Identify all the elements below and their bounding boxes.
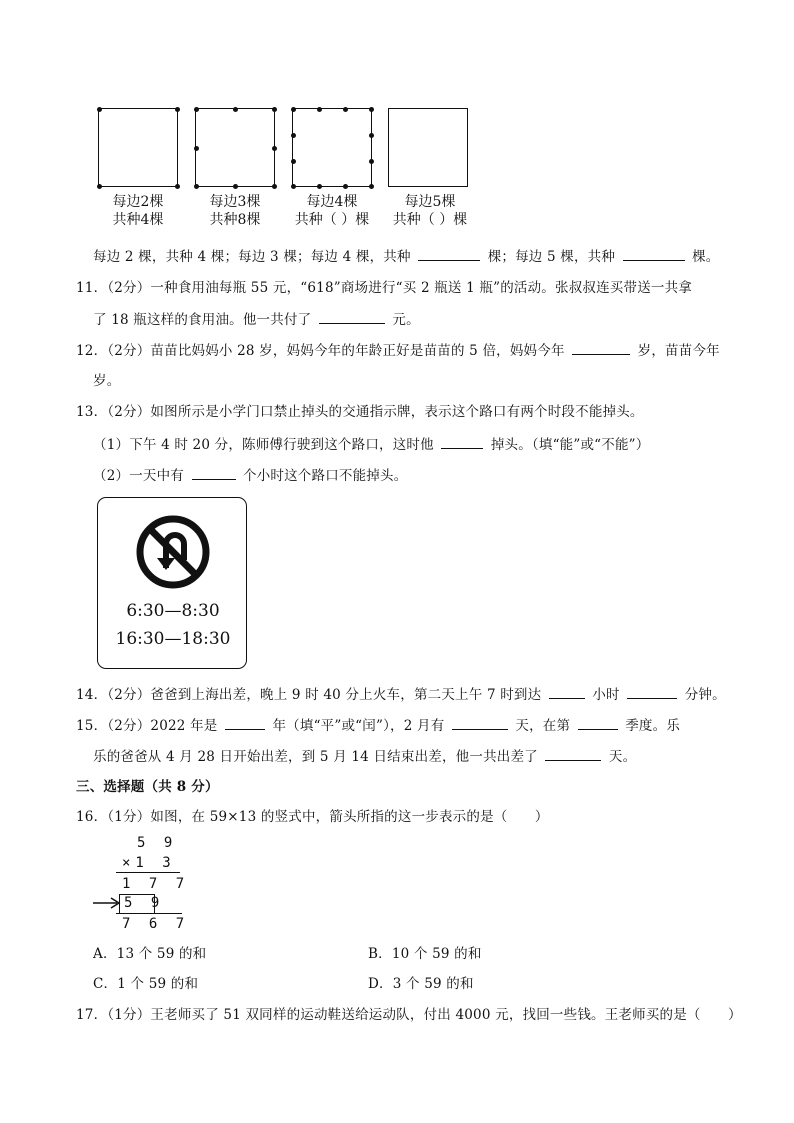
tree-dot [97,184,102,189]
calc-row-partial1: 1 7 7 [122,876,190,892]
tree-dot [369,107,374,112]
caption-line: 共种（ ）棵 [294,212,370,228]
tree-dot [194,107,199,112]
tree-dot [317,107,322,112]
question-number: 13． [76,404,108,420]
tree-dot [317,184,322,189]
tree-dot [194,146,199,151]
q12-line1 [76,341,720,360]
question-number: 14． [76,687,108,703]
answer-blank[interactable] [545,747,601,761]
tree-dot [291,184,296,189]
tree-dot [233,184,238,189]
question-text: 元。 [392,312,420,328]
tree-dot [272,184,277,189]
caption-line: 每边2棵 [112,194,164,210]
tree-dot [369,133,374,138]
tree-dot [194,184,199,189]
question-text: 季度。乐 [625,718,681,734]
q10-text: 棵。 [692,249,720,265]
question-text: 乐的爸爸从 4 月 28 日开始出差，到 5 月 14 日结束出差，他一共出差了 [93,749,538,765]
question-text: （2分）苗苗比妈妈小 28 岁，妈妈今年的年龄正好是苗苗的 5 倍，妈妈今年 [107,343,565,359]
question-text: 了 18 瓶这样的食用油。他一共付了 [93,312,312,328]
tree-dot [343,184,348,189]
caption-line: 共种4棵 [112,212,164,228]
question-text: （1分）如图，在 59×13 的竖式中，箭头所指的这一步表示的是（ ） [107,809,549,825]
question-text: 岁，苗苗今年 [637,343,720,359]
q10-text: 棵；每边 5 棵，共种 [487,249,616,265]
square-caption [380,193,480,229]
question-text: （1）下午 4 时 20 分，陈师傅行驶到这个路口，这时他 [93,437,434,453]
q16-option-b[interactable]: B．10 个 59 的和 [368,946,482,962]
question-text: 分钟。 [684,687,726,703]
calc-row-partial2: 5 9 [124,895,165,911]
answer-blank[interactable] [623,247,685,261]
square-caption [185,193,285,229]
question-text: 个小时这个路口不能掉头。 [243,468,408,484]
question-text: 年（填“平”或“闰”），2 月有 [272,718,445,734]
tree-dot [291,133,296,138]
q14-line [76,685,726,704]
q15-line1 [76,716,680,735]
q13-line1 [76,403,644,421]
tree-dot [291,107,296,112]
calc-row-result: 7 6 7 [122,916,190,932]
square-5-per-side [388,108,468,187]
q16-line1 [76,808,549,826]
answer-blank[interactable] [441,435,483,449]
tree-dot [97,107,102,112]
q13-sub2 [93,466,407,485]
answer-blank[interactable] [627,685,677,699]
answer-blank[interactable] [549,685,585,699]
answer-blank[interactable] [572,341,630,355]
answer-blank[interactable] [319,310,385,324]
section-heading: 三、选择题（共 8 分） [76,779,219,795]
question-text: 岁。 [93,373,121,389]
square-4-per-side [292,108,372,187]
sign-time-1: 6:30—8:30 [126,601,220,621]
tree-dot [369,184,374,189]
answer-blank[interactable] [452,716,508,730]
answer-blank[interactable] [578,716,618,730]
square-caption [282,193,382,229]
tree-dot [175,107,180,112]
question-text: 掉头。（填“能”或“不能”） [490,437,650,453]
square-caption [88,193,188,229]
sign-time-2: 16:30—18:30 [115,629,231,649]
question-number: 11． [76,280,108,296]
tree-dot [291,159,296,164]
question-text: （1分）王老师买了 51 双同样的运动鞋送给运动队，付出 4000 元，找回一些钱。王老师买的是（ ） [107,1007,742,1023]
caption-line: 每边3棵 [209,194,261,210]
tree-dot [272,107,277,112]
question-number: 15． [76,718,108,734]
q11-line1 [76,279,692,297]
tree-dot [272,146,277,151]
caption-line: 共种（ ）棵 [392,212,468,228]
tree-dot [233,107,238,112]
question-text: （2分）如图所示是小学门口禁止掉头的交通指示牌，表示这个路口有两个时段不能掉头。 [107,404,644,420]
tree-dot [175,184,180,189]
calc-row-multiplicand: 5 9 [137,835,178,851]
answer-blank[interactable] [192,466,236,480]
question-text: （2分）爸爸到上海出差，晚上 9 时 40 分上火车，第二天上午 7 时到达 [107,687,542,703]
question-text: （2）一天中有 [93,468,184,484]
q12-line2 [93,372,120,390]
q16-option-a[interactable]: A．13 个 59 的和 [93,946,207,962]
question-number: 17． [76,1007,108,1023]
question-text: 天。 [608,749,637,765]
q13-sub1 [93,435,649,454]
calc-line [116,913,182,914]
q16-option-c[interactable]: C．1 个 59 的和 [93,976,199,992]
question-number: 16． [76,809,108,825]
answer-blank[interactable] [418,247,480,261]
q10-text: 每边 2 棵，共种 4 棵；每边 3 棵；每边 4 棵，共种 [93,249,411,265]
answer-blank[interactable] [225,716,265,730]
question-text: （2分）一种食用油每瓶 55 元，“618”商场进行“买 2 瓶送 1 瓶”的活动。张叔叔连买带送一共拿 [107,280,692,296]
caption-line: 共种8棵 [209,212,261,228]
square-2-per-side [98,108,178,187]
no-u-turn-icon [133,512,213,592]
caption-line: 每边4棵 [306,194,358,210]
q16-option-d[interactable]: D．3 个 59 的和 [368,976,474,992]
question-number: 12． [76,343,108,359]
calc-row-multiplier: ×1 3 [122,855,176,871]
question-text: （2分）2022 年是 [107,718,218,734]
q11-line2 [93,310,420,329]
right-arrow-icon [93,897,121,909]
no-u-turn-sign [97,497,247,669]
calc-line [116,872,180,873]
tree-dot [369,159,374,164]
caption-line: 每边5棵 [404,194,456,210]
question-text: 天，在第 [515,718,571,734]
tree-dot [343,107,348,112]
q17-line1 [76,1006,742,1024]
question-text: 小时 [592,687,620,703]
q15-line2 [93,747,636,766]
square-3-per-side [195,108,275,187]
q10-answer-line [93,247,719,266]
